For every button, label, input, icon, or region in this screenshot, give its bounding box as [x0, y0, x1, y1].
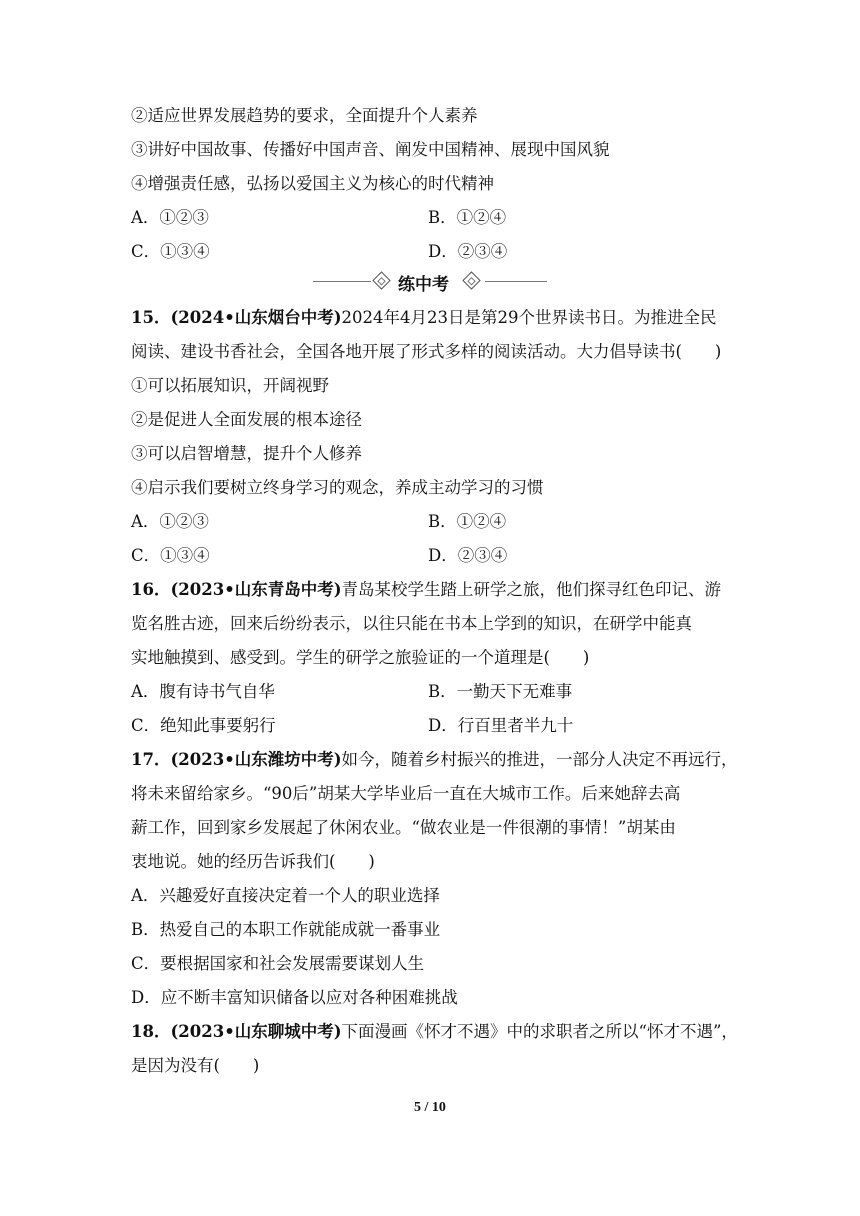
section-title: 练中考 [398, 275, 449, 295]
q16-option-d: D．行百里者半九十 [428, 716, 574, 735]
q16-head: 16．(2023•山东青岛中考) [131, 580, 342, 599]
page-number: 5 / 10 [414, 1100, 446, 1115]
q16-option-b: B．一勤天下无难事 [428, 682, 573, 701]
q17-option-c: C．要根据国家和社会发展需要谋划人生 [131, 954, 425, 973]
top-item-4: ④增强责任感，弘扬以爱国主义为核心的时代精神 [131, 174, 494, 193]
q16-line-2: 览名胜古迹，回来后纷纷表示，以往只能在书本上学到的知识，在研学中能真 [131, 614, 692, 633]
top-option-b: B．①②④ [428, 208, 507, 227]
q18-head: 18．(2023•山东聊城中考) [131, 1022, 342, 1041]
q15-line-1 [131, 306, 717, 330]
q15-text-1: 2024年4月23日是第29个世界读书日。为推进全民 [341, 308, 717, 327]
q17-option-d: D．应不断丰富知识储备以应对各种困难挑战 [131, 988, 458, 1007]
q15-item-1: ①可以拓展知识，开阔视野 [131, 376, 329, 395]
q15-option-b: B．①②④ [428, 512, 507, 531]
q16-option-a: A．腹有诗书气自华 [131, 682, 275, 701]
q15-line-2: 阅读、建设书香社会，全国各地开展了形式多样的阅读活动。大力倡导读书( ) [131, 342, 722, 361]
section-header [313, 268, 547, 296]
q16-line-3: 实地触摸到、感受到。学生的研学之旅验证的一个道理是( ) [131, 648, 590, 667]
diamond-icon [462, 271, 480, 289]
q15-item-3: ③可以启智增慧，提升个人修养 [131, 444, 362, 463]
diamond-icon [372, 271, 390, 289]
q16-option-c: C．绝知此事要躬行 [131, 716, 276, 735]
q16-text-1: 青岛某校学生踏上研学之旅，他们探寻红色印记、游 [341, 580, 722, 599]
top-option-c: C．①③④ [131, 242, 210, 261]
section-rule-left [313, 281, 371, 282]
section-rule-right [485, 281, 547, 282]
top-option-a: A．①②③ [131, 208, 209, 227]
q18-line-2: 是因为没有( ) [131, 1056, 260, 1075]
q17-line-4: 衷地说。她的经历告诉我们( ) [131, 852, 375, 871]
q17-line-3: 薪工作，回到家乡发展起了休闲农业。“做农业是一件很潮的事情！”胡某由 [131, 818, 676, 837]
q17-line-2: 将未来留给家乡。“90后”胡某大学毕业后一直在大城市工作。后来她辞去高 [131, 784, 681, 803]
q15-option-c: C．①③④ [131, 546, 210, 565]
q17-text-1: 如今，随着乡村振兴的推进，一部分人决定不再远行， [341, 750, 738, 769]
q15-item-2: ②是促进人全面发展的根本途径 [131, 410, 362, 429]
q15-option-a: A．①②③ [131, 512, 209, 531]
top-item-2: ②适应世界发展趋势的要求，全面提升个人素养 [131, 106, 478, 125]
top-option-d: D．②③④ [428, 242, 508, 261]
q17-line-1 [131, 748, 738, 772]
q15-option-d: D．②③④ [428, 546, 508, 565]
q16-line-1 [131, 578, 721, 602]
q17-head: 17．(2023•山东潍坊中考) [131, 750, 342, 769]
q15-head: 15．(2024•山东烟台中考) [131, 308, 342, 327]
q17-option-a: A．兴趣爱好直接决定着一个人的职业选择 [131, 886, 440, 905]
q17-option-b: B．热爱自己的本职工作就能成就一番事业 [131, 920, 441, 939]
q18-line-1 [131, 1020, 738, 1044]
q15-item-4: ④启示我们要树立终身学习的观念，养成主动学习的习惯 [131, 478, 544, 497]
top-item-3: ③讲好中国故事、传播好中国声音、阐发中国精神、展现中国风貌 [131, 140, 610, 159]
q18-text-1: 下面漫画《怀才不遇》中的求职者之所以“怀才不遇”， [341, 1022, 738, 1041]
